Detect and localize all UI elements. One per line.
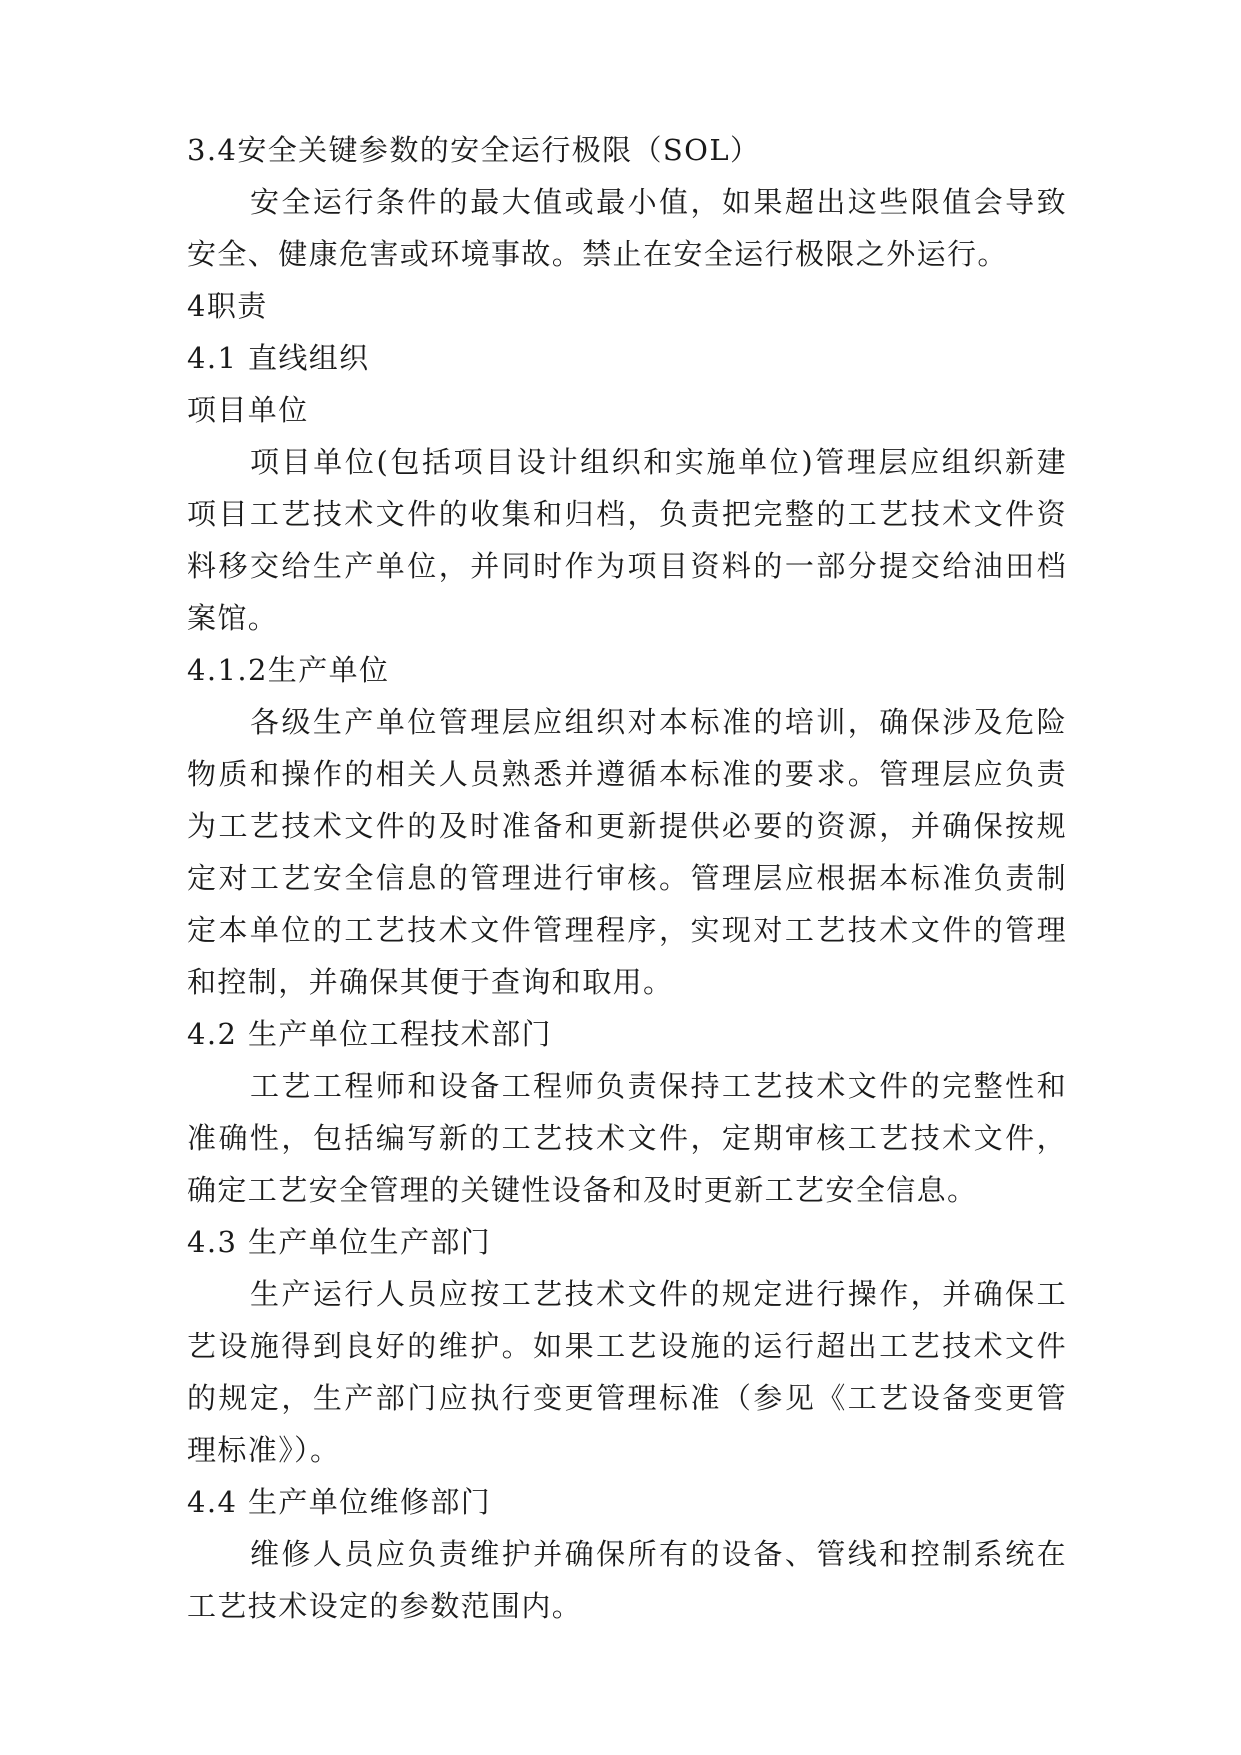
section-4-4-title: 4.4 生产单位维修部门 xyxy=(187,1485,492,1519)
paragraph-line: 生产运行人员应按工艺技术文件的规定进行操作，并确保工 xyxy=(250,1277,1067,1311)
paragraph-line: 工艺技术设定的参数范围内。 xyxy=(187,1589,583,1623)
paragraph-line: 艺设施得到良好的维护。如果工艺设施的运行超出工艺技术文件 xyxy=(187,1329,1067,1363)
section-4-1-title: 4.1 直线组织 xyxy=(187,341,370,375)
section-4-3-title: 4.3 生产单位生产部门 xyxy=(187,1225,492,1259)
paragraph-line: 准确性，包括编写新的工艺技术文件，定期审核工艺技术文件， xyxy=(187,1121,1067,1155)
paragraph-line: 和控制，并确保其便于查询和取用。 xyxy=(187,965,674,999)
paragraph-line: 为工艺技术文件的及时准备和更新提供必要的资源，并确保按规 xyxy=(187,809,1067,843)
section-3-4-title: 3.4安全关键参数的安全运行极限（SOL） xyxy=(187,133,761,167)
paragraph-line: 案馆。 xyxy=(187,601,279,635)
paragraph-line: 理标准》）。 xyxy=(187,1433,341,1467)
paragraph-line: 料移交给生产单位，并同时作为项目资料的一部分提交给油田档 xyxy=(187,549,1067,583)
section-4-2-title: 4.2 生产单位工程技术部门 xyxy=(187,1017,552,1051)
section-4-1-2-title: 4.1.2生产单位 xyxy=(187,653,390,687)
paragraph-line: 项目单位(包括项目设计组织和实施单位)管理层应组织新建 xyxy=(250,445,1067,479)
paragraph-line: 物质和操作的相关人员熟悉并遵循本标准的要求。管理层应负责 xyxy=(187,757,1067,791)
paragraph-line: 项目工艺技术文件的收集和归档，负责把完整的工艺技术文件资 xyxy=(187,497,1067,531)
paragraph-line: 定本单位的工艺技术文件管理程序，实现对工艺技术文件的管理 xyxy=(187,913,1067,947)
document-page xyxy=(187,124,1067,1632)
paragraph-line: 各级生产单位管理层应组织对本标准的培训，确保涉及危险 xyxy=(250,705,1067,739)
section-4-1-subtitle: 项目单位 xyxy=(187,393,309,427)
paragraph-line: 安全、健康危害或环境事故。禁止在安全运行极限之外运行。 xyxy=(187,237,1008,271)
paragraph-line: 工艺工程师和设备工程师负责保持工艺技术文件的完整性和 xyxy=(250,1069,1067,1103)
paragraph-line: 安全运行条件的最大值或最小值，如果超出这些限值会导致 xyxy=(250,185,1067,219)
paragraph-line: 维修人员应负责维护并确保所有的设备、管线和控制系统在 xyxy=(250,1537,1067,1571)
paragraph-line: 定对工艺安全信息的管理进行审核。管理层应根据本标准负责制 xyxy=(187,861,1067,895)
paragraph-line: 的规定，生产部门应执行变更管理标准（参见《工艺设备变更管 xyxy=(187,1381,1067,1415)
paragraph-line: 确定工艺安全管理的关键性设备和及时更新工艺安全信息。 xyxy=(187,1173,978,1207)
section-4-title: 4职责 xyxy=(187,289,268,323)
